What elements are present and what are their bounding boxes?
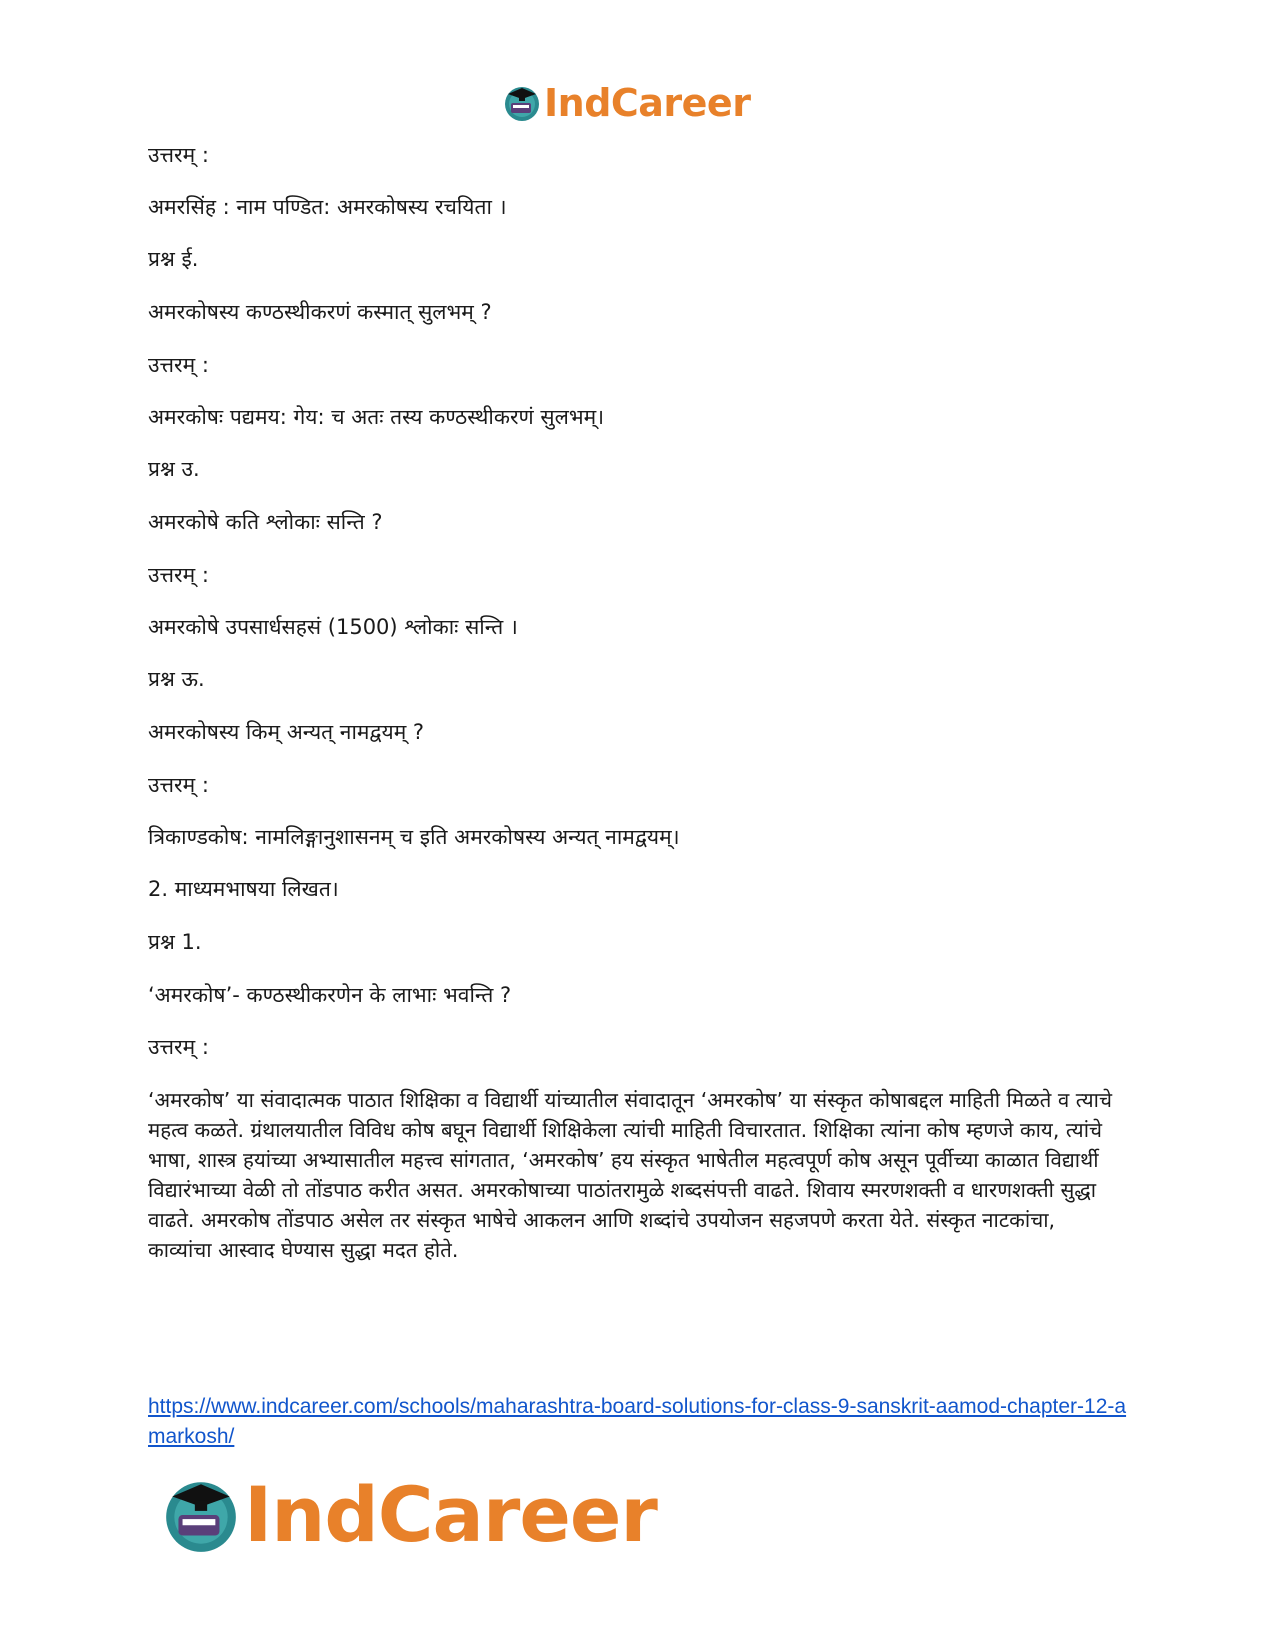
- graduation-globe-icon: [502, 83, 542, 123]
- answer-label: उत्तरम् :: [148, 143, 209, 167]
- graduation-globe-icon: [160, 1474, 242, 1556]
- question-text: अमरकोषस्य कण्ठस्थीकरणं कस्मात् सुलभम् ?: [148, 300, 492, 324]
- footer-logo: [160, 1470, 657, 1560]
- header-logo: [502, 78, 750, 128]
- answer-text: त्रिकाण्डकोष: नामलिङ्गानुशासनम् च इति अमरकोषस्य अन्यत् नामद्वयम्।: [148, 825, 680, 849]
- question-text: अमरकोषस्य किम् अन्यत् नामद्वयम् ?: [148, 720, 425, 744]
- answer-text: अमरसिंह : नाम पण्डित: अमरकोषस्य रचयिता ।: [148, 195, 507, 219]
- logo-wordmark: IndCareer: [244, 1470, 657, 1559]
- answer-label: उत्तरम् :: [148, 773, 209, 797]
- logo-wordmark: IndCareer: [544, 81, 751, 125]
- answer-label: उत्तरम् :: [148, 563, 209, 587]
- section-heading: 2. माध्यमभाषया लिखत।: [148, 877, 339, 901]
- question-label: प्रश्न ऊ.: [148, 667, 205, 691]
- answer-text: अमरकोषः पद्यमय: गेय: च अतः तस्य कण्ठस्थीकरणं सुलभम्।: [148, 405, 605, 429]
- answer-label: उत्तरम् :: [148, 1035, 209, 1059]
- question-label: प्रश्न 1.: [148, 930, 202, 954]
- answer-label: उत्तरम् :: [148, 353, 209, 377]
- answer-text: अमरकोषे उपसार्धसहसं (1500) श्लोकाः सन्ति ।: [148, 615, 518, 639]
- question-text: अमरकोषे कति श्लोकाः सन्ति ?: [148, 510, 383, 534]
- question-label: प्रश्न ई.: [148, 247, 199, 271]
- source-link[interactable]: https://www.indcareer.com/schools/maharashtra-board-solutions-for-class-9-sanskrit-aamod-chapter-12-amarkosh/: [148, 1395, 1127, 1448]
- question-label: प्रश्न उ.: [148, 457, 200, 481]
- answer-paragraph: ‘अमरकोष’ या संवादात्मक पाठात शिक्षिका व विद्यार्थी यांच्यातील संवादातून ‘अमरकोष’ या संस्कृत कोषाबद्दल माहिती मिळते व त्याचे महत्व कळते. ग्रंथालयातील विविध कोष बघून विद्यार्थी शिक्षिकेला त्यांची माहिती विचारतात. शिक्षिका त्यांना कोष म्हणजे काय, त्यांचे भाषा, शास्त्र हयांच्या अभ्यासातील महत्त्व सांगतात, ‘अमरकोष’ हय संस्कृत भाषेतील महत्वपूर्ण कोष असून पूर्वीच्या काळात विद्यार्थी विद्यारंभाच्या वेळी तो तोंडपाठ करीत असत. अमरकोषाच्या पाठांतरामुळे शब्दसंपत्ती वाढते. शिवाय स्मरणशक्ती व धारणशक्ती सुद्धा वाढते. अमरकोष तोंडपाठ असेल तर संस्कृत भाषेचे आकलन आणि शब्दांचे उपयोजन सहजपणे करता येते. संस्कृत नाटकांचा, काव्यांचा आस्वाद घेण्यास सुद्धा मदत होते.: [148, 1088, 1112, 1262]
- question-text: ‘अमरकोष’- कण्ठस्थीकरणेन के लाभाः भवन्ति ?: [148, 983, 512, 1007]
